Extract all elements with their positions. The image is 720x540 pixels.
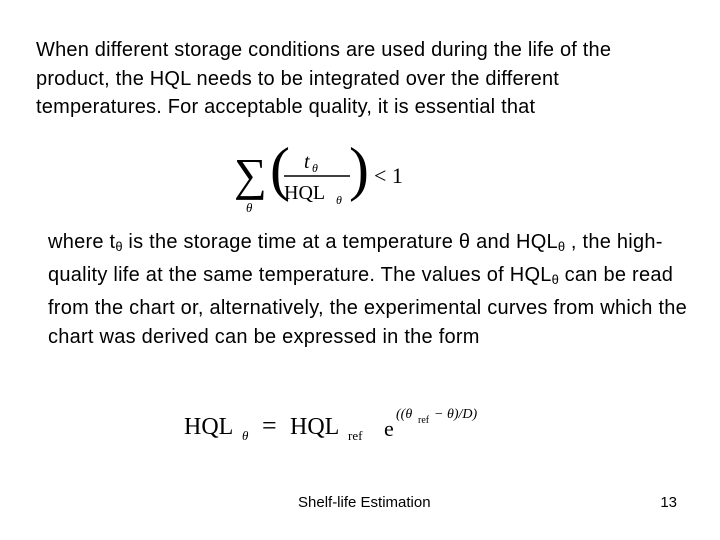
explanation-text-4: can be read from the chart or, alternatively, the experimental curves from which the chart was derived can be expressed in the form (48, 264, 688, 348)
explanation-paragraph (48, 228, 688, 352)
fraction-denominator: HQL (284, 182, 326, 204)
fraction-numerator: t (304, 151, 310, 173)
relation-less-than-one: < 1 (374, 163, 403, 188)
hql-exponential-formula (178, 398, 518, 448)
page-number: 13 (660, 494, 677, 511)
right-paren: ) (349, 138, 369, 202)
exp-base: e (384, 416, 394, 441)
footer-title: Shelf-life Estimation (298, 494, 431, 511)
fraction-denominator-sub: θ (336, 193, 342, 207)
equals-sign: = (262, 411, 277, 440)
sum-inequality-formula (232, 138, 412, 218)
exponent-rest: − θ)/D) (434, 407, 478, 422)
sum-index: θ (246, 200, 253, 215)
fraction-numerator-sub: θ (312, 161, 318, 175)
rhs-hql: HQL (290, 414, 340, 440)
explanation-text-2: is the storage time at a temperature θ and HQL (122, 231, 558, 253)
explanation-text-3: , the high-quality life at the same temperature. The values of HQL (48, 231, 663, 286)
explanation-sub-2: θ (557, 239, 566, 254)
rhs-sub: ref (348, 428, 363, 443)
explanation-sub-3: θ (551, 272, 559, 287)
left-paren: ( (270, 138, 290, 202)
exponent-sub: ref (418, 415, 430, 426)
intro-paragraph: When different storage conditions are used during the life of the product, the HQL needs to be integrated over the different temperatures. For acceptable quality, it is essential that (36, 39, 612, 119)
explanation-text-1: where t (48, 231, 116, 253)
exponent-start: ((θ (396, 407, 413, 422)
lhs-hql: HQL (184, 414, 234, 440)
lhs-sub: θ (242, 428, 249, 443)
sigma-symbol: ∑ (234, 149, 267, 200)
explanation-sub-1: θ (115, 239, 123, 254)
